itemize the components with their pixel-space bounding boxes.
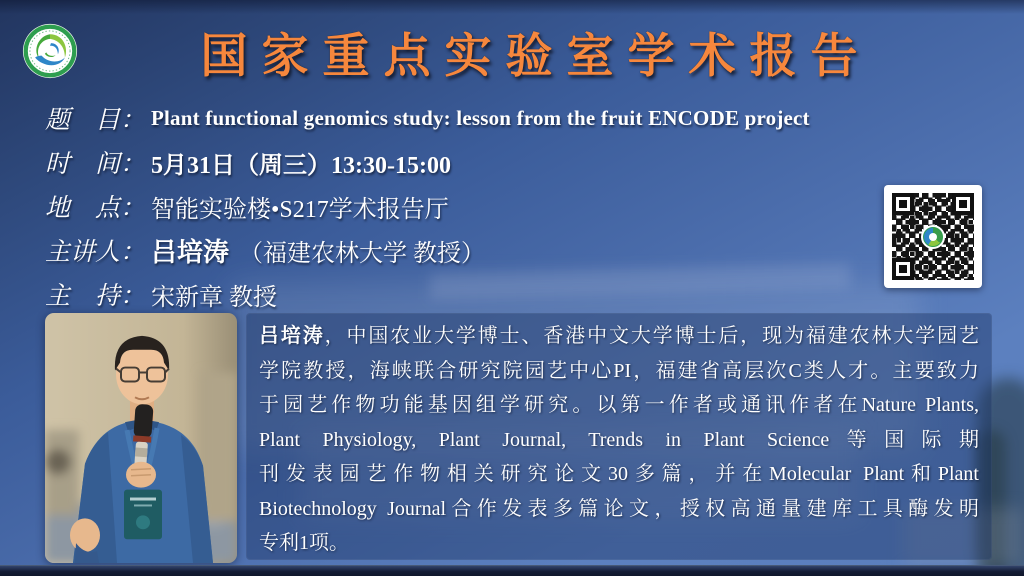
- info-list: [0, 96, 1024, 316]
- qr-center-logo-icon: [921, 225, 945, 249]
- qr-pattern: [892, 193, 974, 280]
- qr-finder-top-left: [892, 193, 914, 215]
- info-row-time: [45, 140, 1024, 184]
- time-label: 时 间：: [45, 151, 146, 178]
- qr-code: [884, 185, 982, 288]
- speaker-name: 吕培涛: [151, 237, 230, 267]
- poster-title: 国家重点实验室学术报告: [200, 28, 872, 82]
- institute-logo-icon: [22, 23, 78, 79]
- bio-line-5: 刊发表园艺作物相关研究论文30多篇，并在Molecular Plant和Plant: [259, 463, 979, 485]
- bio-line-1-text: ，中国农业大学博士、香港中文大学博士后，现为福建农林大学园艺: [324, 325, 979, 347]
- bio-line-1: [259, 319, 979, 354]
- location-value: 智能实验楼•S217学术报告厅: [151, 196, 449, 223]
- time-value: 5月31日（周三）13:30-15:00: [151, 152, 451, 179]
- qr-finder-top-right: [952, 193, 974, 215]
- bio-line-2: 学院教授，海峡联合研究院园艺中心PI，福建省高层次C类人才。主要致力: [259, 359, 979, 382]
- speaker-photo: [45, 313, 237, 563]
- host-label: 主 持：: [45, 283, 146, 310]
- bio-line-4: Plant Physiology, Plant Journal, Trends in Plant Science等国际期: [259, 428, 979, 451]
- bottom-bar: [0, 565, 1024, 576]
- bio-section: [0, 313, 1024, 563]
- bio-line-7: 专利1项。: [259, 532, 349, 554]
- topic-label: 题 目：: [45, 107, 146, 134]
- bio-panel: [246, 313, 992, 560]
- speaker-affiliation: （福建农林大学 教授）: [239, 240, 486, 267]
- info-row-host: [45, 272, 1024, 316]
- qr-finder-bottom-left: [892, 258, 914, 280]
- topic-value: Plant functional genomics study: lesson from the fruit ENCODE project: [151, 105, 810, 130]
- speaker-label: 主讲人：: [45, 239, 146, 266]
- info-row-topic: [45, 96, 1024, 140]
- bio-line-6: Biotechnology Journal合作发表多篇论文，授权高通量建库工具酶发明: [259, 497, 979, 520]
- info-row-speaker: [45, 228, 1024, 272]
- bio-speaker-name: 吕培涛: [259, 325, 325, 347]
- header: [0, 0, 1024, 96]
- location-label: 地 点：: [45, 195, 146, 222]
- host-value: 宋新章 教授: [151, 284, 277, 311]
- info-row-location: [45, 184, 1024, 228]
- bio-line-3: 于园艺作物功能基因组学研究。以第一作者或通讯作者在Nature Plants,: [259, 394, 979, 416]
